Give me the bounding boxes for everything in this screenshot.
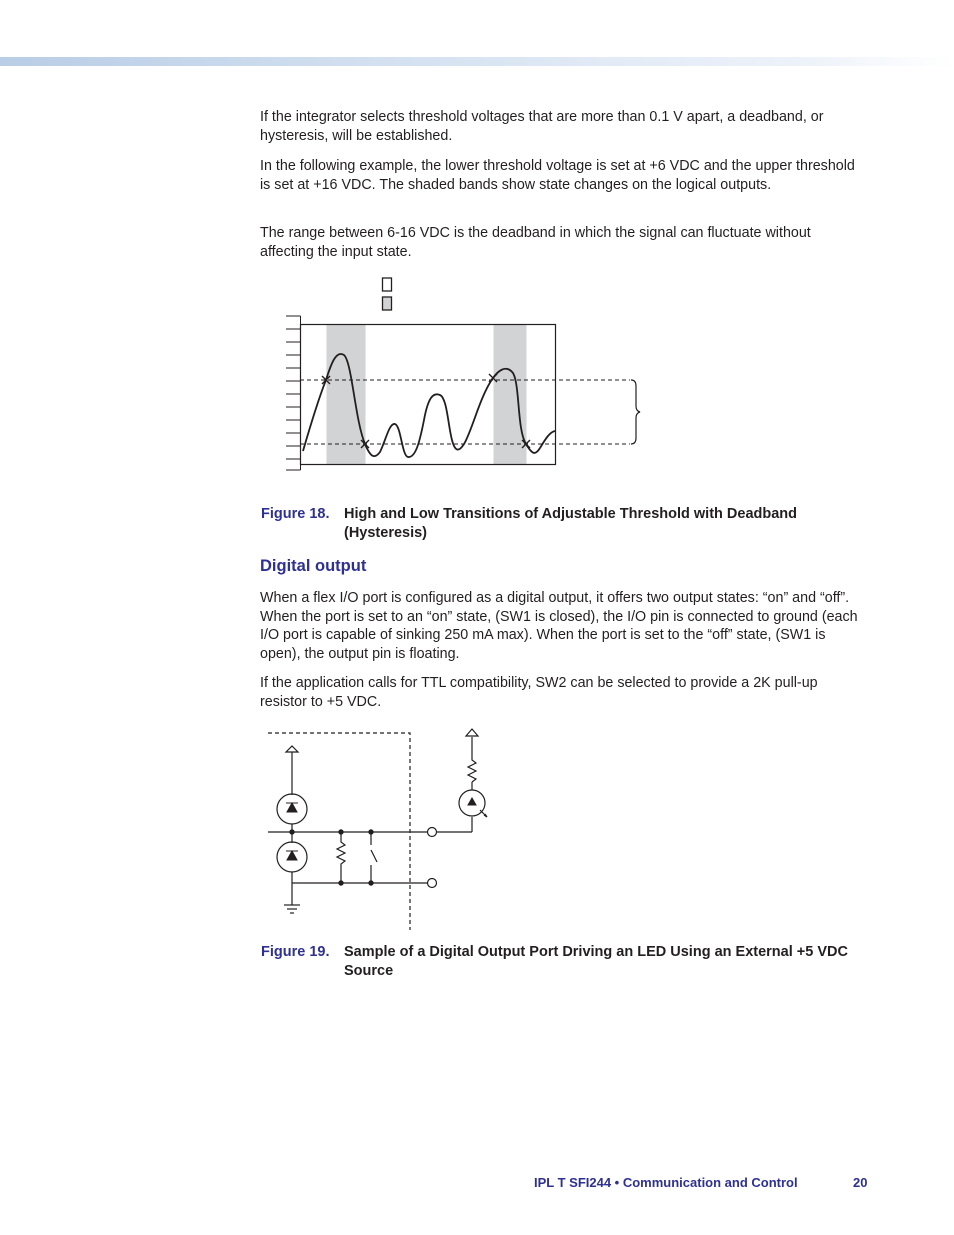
terminal-io bbox=[428, 828, 437, 837]
paragraph-deadband: The range between 6-16 VDC is the deadband in which the signal can fluctuate without affecting the input state. bbox=[260, 225, 811, 260]
paragraph-hysteresis: If the integrator selects threshold voltages that are more than 0.1 V apart, a deadband, or hysteresis, will be established. bbox=[260, 109, 824, 144]
section-heading-digital-output: Digital output bbox=[260, 557, 367, 575]
led-emission-arrow bbox=[480, 810, 487, 817]
figure-19-title: Sample of a Digital Output Port Driving an LED Using an External +5 VDC Source bbox=[344, 944, 848, 979]
figure-19-caption bbox=[261, 943, 861, 979]
supply-arrow-left bbox=[286, 746, 298, 752]
figure-18-title: High and Low Transitions of Adjustable Threshold with Deadband (Hysteresis) bbox=[344, 506, 798, 541]
figure-18-number: Figure 18. bbox=[261, 506, 330, 522]
footer-page-number: 20 bbox=[853, 1175, 868, 1190]
pullup-resistor bbox=[337, 832, 345, 883]
figure-19-number: Figure 19. bbox=[261, 944, 330, 960]
paragraph-example: In the following example, the lower threshold voltage is set at +6 VDC and the upper threshold is set at +16 VDC. The shaded bands show state changes on the logical outputs. bbox=[260, 158, 855, 193]
supply-arrow-external bbox=[466, 729, 478, 736]
paragraph-digital-output-states: When a flex I/O port is configured as a digital output, it offers two output states: “on” and “off”. When the port is set to an “on” state, (SW1 is closed), the I/O pin is connected to ground (each I/O port is capable of sinking 250 mA max). When the port is set to the “off” state, (SW1 is open), the output pin is floating. bbox=[260, 590, 858, 662]
terminal-ground bbox=[428, 879, 437, 888]
external-resistor bbox=[468, 737, 476, 782]
footer-document-title: IPL T SFI244 • Communication and Control bbox=[534, 1175, 798, 1190]
paragraph-ttl: If the application calls for TTL compatibility, SW2 can be selected to provide a 2K pull-up resistor to +5 VDC. bbox=[260, 675, 818, 710]
junction-dot bbox=[290, 830, 294, 834]
switch-sw1 bbox=[371, 832, 377, 883]
